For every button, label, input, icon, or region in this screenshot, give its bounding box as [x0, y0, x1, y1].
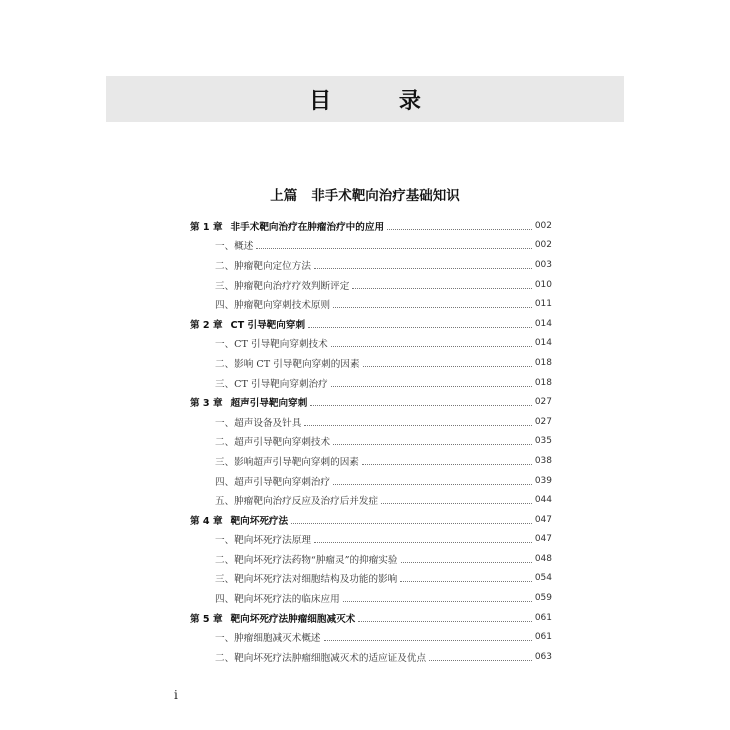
toc-section-row	[190, 471, 552, 491]
dot-leader	[400, 580, 532, 582]
page-number: 047	[534, 514, 552, 525]
dot-leader	[324, 639, 532, 641]
toc-section-row	[190, 236, 552, 256]
page-number: 063	[534, 651, 552, 662]
toc-section-row	[190, 255, 552, 275]
chapter-title: CT 引导靶向穿刺	[230, 319, 306, 331]
toc-section-row	[190, 432, 552, 452]
dot-leader	[363, 365, 532, 367]
chapter-title: 靶向坏死疗法肿瘤细胞减灭术	[230, 613, 356, 625]
page-number: 044	[534, 495, 552, 506]
toc-section-row	[190, 412, 552, 432]
chapter-title: 靶向坏死疗法	[230, 515, 289, 527]
chapter-number: 第 3 章	[190, 398, 223, 410]
toc-section-row	[190, 647, 552, 667]
toc-entry-label	[190, 278, 349, 292]
toc-entry-label	[190, 415, 301, 429]
page-number: 035	[534, 436, 552, 447]
dot-leader	[331, 385, 532, 387]
toc-section-row	[190, 275, 552, 295]
toc-entry-label	[190, 493, 378, 507]
chapter-number: 第 1 章	[190, 221, 223, 233]
dot-leader	[314, 267, 532, 269]
section-title: 五、肿瘤靶向治疗反应及治疗后并发症	[215, 496, 379, 508]
toc-chapter-row	[190, 608, 552, 628]
toc-section-row	[190, 353, 552, 373]
page-number: 061	[534, 632, 552, 643]
toc-entry-label	[190, 219, 384, 233]
section-title: 二、靶向坏死疗法肿瘤细胞减灭术的适应证及优点	[215, 652, 427, 664]
section-title: 三、影响超声引导靶向穿刺的因素	[215, 456, 359, 468]
dot-leader	[304, 424, 531, 426]
toc-entry-label	[190, 591, 340, 605]
page-number: 027	[534, 397, 552, 408]
toc-entry-label	[190, 630, 321, 644]
section-title: 二、影响 CT 引导靶向穿刺的因素	[215, 358, 360, 370]
toc-chapter-row	[190, 314, 552, 334]
toc-entry-label	[190, 258, 311, 272]
toc-section-row	[190, 569, 552, 589]
toc-entry-label	[190, 395, 307, 409]
toc-title-band	[106, 76, 624, 122]
toc-entry-label	[190, 434, 330, 448]
page-number: 014	[534, 338, 552, 349]
section-title: 三、肿瘤靶向治疗疗效判断评定	[215, 280, 350, 292]
page-number: 047	[534, 534, 552, 545]
toc-chapter-row	[190, 216, 552, 236]
chapter-title: 非手术靶向治疗在肿瘤治疗中的应用	[230, 221, 385, 233]
page-number: 054	[534, 573, 552, 584]
dot-leader	[387, 228, 532, 230]
toc-section-row	[190, 588, 552, 608]
toc-section-row	[190, 549, 552, 569]
table-of-contents	[190, 216, 552, 667]
page-number: 048	[534, 553, 552, 564]
section-title: 四、超声引导靶向穿刺治疗	[215, 476, 331, 488]
section-title: 一、超声设备及针具	[215, 417, 302, 429]
chapter-number: 第 4 章	[190, 515, 223, 527]
section-title: 二、靶向坏死疗法药物“肿瘤灵”的抑瘤实验	[215, 554, 398, 566]
toc-section-row	[190, 373, 552, 393]
page-number: 002	[534, 220, 552, 231]
page-number: 059	[534, 593, 552, 604]
section-title: 三、CT 引导靶向穿刺治疗	[215, 378, 328, 390]
toc-section-row	[190, 627, 552, 647]
section-title: 二、超声引导靶向穿刺技术	[215, 437, 331, 449]
toc-entry-label	[190, 513, 288, 527]
chapter-number: 第 2 章	[190, 319, 223, 331]
page-number: 018	[534, 357, 552, 368]
toc-entry-label	[190, 317, 305, 331]
page-number: 039	[534, 475, 552, 486]
toc-section-row	[190, 294, 552, 314]
toc-entry-label	[190, 552, 398, 566]
toc-section-row	[190, 490, 552, 510]
section-title: 一、CT 引导靶向穿刺技术	[215, 339, 328, 351]
toc-entry-label	[190, 571, 397, 585]
page-title: 目 录	[309, 88, 451, 114]
page-number: 038	[534, 455, 552, 466]
dot-leader	[331, 345, 532, 347]
dot-leader	[429, 659, 532, 661]
toc-entry-label	[190, 532, 311, 546]
chapter-number: 第 5 章	[190, 613, 223, 625]
page-number: 011	[534, 299, 552, 310]
dot-leader	[401, 561, 532, 563]
dot-leader	[333, 306, 532, 308]
toc-entry-label	[190, 336, 328, 350]
toc-entry-label	[190, 650, 426, 664]
chapter-title: 超声引导靶向穿刺	[230, 398, 308, 410]
dot-leader	[310, 404, 532, 406]
page-number: 027	[534, 416, 552, 427]
page-number: 002	[534, 240, 552, 251]
section-title: 四、肿瘤靶向穿刺技术原则	[215, 300, 331, 312]
section-title: 一、靶向坏死疗法原理	[215, 535, 311, 547]
section-title: 一、肿瘤细胞减灭术概述	[215, 633, 321, 645]
page-folio: i	[174, 688, 178, 702]
dot-leader	[256, 247, 531, 249]
section-title: 四、靶向坏死疗法的临床应用	[215, 594, 340, 606]
page-number: 014	[534, 318, 552, 329]
dot-leader	[333, 483, 532, 485]
toc-entry-label	[190, 297, 330, 311]
section-title: 一、概述	[215, 241, 254, 253]
dot-leader	[333, 443, 532, 445]
part-number: 上篇	[270, 188, 298, 204]
dot-leader	[362, 463, 532, 465]
dot-leader	[314, 541, 532, 543]
toc-entry-label	[190, 454, 359, 468]
toc-entry-label	[190, 376, 328, 390]
toc-section-row	[190, 530, 552, 550]
toc-entry-label	[190, 238, 253, 252]
page-number: 003	[534, 259, 552, 270]
section-title: 三、靶向坏死疗法对细胞结构及功能的影响	[215, 574, 398, 586]
toc-chapter-row	[190, 392, 552, 412]
part-heading	[0, 184, 730, 204]
page-number: 061	[534, 612, 552, 623]
page-number: 010	[534, 279, 552, 290]
toc-section-row	[190, 334, 552, 354]
toc-entry-label	[190, 474, 330, 488]
dot-leader	[352, 287, 532, 289]
toc-chapter-row	[190, 510, 552, 530]
toc-section-row	[190, 451, 552, 471]
dot-leader	[381, 502, 532, 504]
dot-leader	[358, 620, 532, 622]
part-name: 非手术靶向治疗基础知识	[311, 188, 460, 204]
dot-leader	[343, 600, 532, 602]
toc-entry-label	[190, 356, 360, 370]
page-number: 018	[534, 377, 552, 388]
dot-leader	[308, 326, 532, 328]
dot-leader	[291, 522, 532, 524]
section-title: 二、肿瘤靶向定位方法	[215, 260, 311, 272]
toc-entry-label	[190, 611, 355, 625]
